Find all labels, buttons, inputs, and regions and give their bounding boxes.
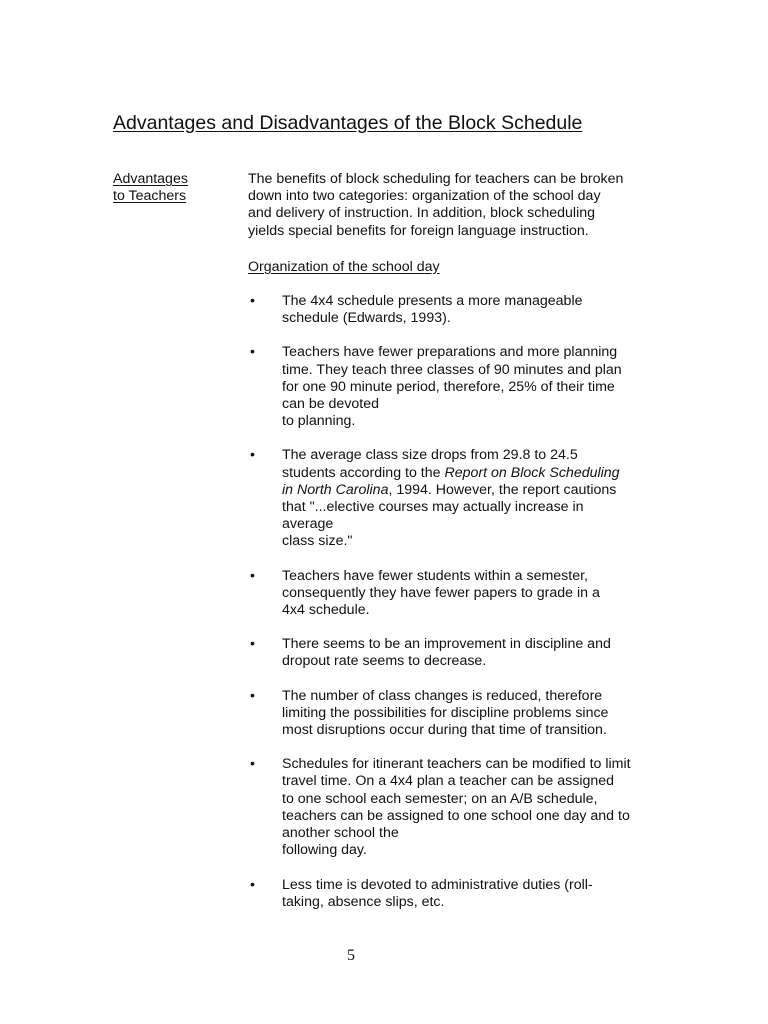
bullet-line: schedule (Edwards, 1993).	[282, 310, 451, 327]
bullet-line: average	[282, 516, 334, 533]
bullet-icon: •	[250, 447, 255, 464]
intro-line: and delivery of instruction. In addition, block scheduling	[248, 205, 596, 222]
bullet-line: most disruptions occur during that time of transition.	[282, 722, 607, 739]
bullet-line: following day.	[282, 842, 367, 859]
intro-paragraph	[248, 171, 668, 240]
bullet-line: class size."	[282, 533, 353, 550]
bullet-icon: •	[250, 344, 255, 361]
page-title: Advantages and Disadvantages of the Block Schedule	[113, 112, 583, 134]
bullet-line: limiting the possibilities for discipline problems since	[282, 704, 609, 721]
bullet-line: for one 90 minute period, therefore, 25% of their time	[282, 378, 615, 395]
bullet-line: dropout rate seems to decrease.	[282, 653, 487, 670]
subheading: Organization of the school day	[248, 258, 440, 275]
bullet-line: Schedules for itinerant teachers can be modified to limit	[282, 756, 631, 773]
page-number: 5	[347, 947, 355, 964]
section-body	[248, 171, 668, 911]
bullet-line: There seems to be an improvement in discipline and	[282, 636, 611, 653]
bullet-line: can be devoted	[282, 396, 380, 413]
bullet-line: taking, absence slips, etc.	[282, 893, 445, 910]
bullet-text: , 1994. However, the report cautions	[388, 481, 617, 498]
bullet-icon: •	[250, 876, 255, 893]
bullet-icon: •	[250, 687, 255, 704]
bullet-line: consequently they have fewer papers to grade in a	[282, 584, 600, 601]
bullet-line: teachers can be assigned to one school one day and to	[282, 807, 630, 824]
bullet-item	[248, 344, 668, 430]
bullet-item	[248, 447, 668, 550]
bullet-line: to planning.	[282, 413, 356, 430]
bullet-line	[282, 465, 668, 482]
intro-line: yields special benefits for foreign language instruction.	[248, 222, 589, 239]
bullet-item	[248, 756, 668, 859]
bullet-line	[282, 482, 668, 499]
bullet-line: Less time is devoted to administrative duties (roll-	[282, 876, 593, 893]
bullet-item	[248, 293, 668, 327]
bullet-line: The 4x4 schedule presents a more manageable	[282, 293, 583, 310]
bullet-item	[248, 636, 668, 670]
intro-line: The benefits of block scheduling for teachers can be broken	[248, 171, 624, 187]
section-heading	[113, 171, 188, 205]
bullet-line: The average class size drops from 29.8 to 24.5	[282, 447, 578, 464]
bullet-item	[248, 568, 668, 620]
bullet-item	[248, 877, 668, 911]
bullet-line: to one school each semester; on an A/B schedule,	[282, 790, 598, 807]
intro-line: down into two categories: organization of the school day	[248, 188, 601, 205]
bullet-line: Teachers have fewer preparations and more planning	[282, 344, 618, 361]
section-heading-line: Advantages	[113, 171, 188, 187]
bullet-icon: •	[250, 636, 255, 653]
bullet-line: 4x4 schedule.	[282, 602, 370, 619]
bullet-line: time. They teach three classes of 90 minutes and plan	[282, 361, 622, 378]
bullet-line: The number of class changes is reduced, therefore	[282, 687, 603, 704]
bullet-item	[248, 688, 668, 740]
bullet-icon: •	[250, 567, 255, 584]
bullet-line: Teachers have fewer students within a semester,	[282, 567, 588, 584]
bullet-icon: •	[250, 293, 255, 310]
report-title-emphasis: in North Carolina	[282, 481, 389, 498]
bullet-icon: •	[250, 756, 255, 773]
report-title-emphasis: Report on Block Scheduling	[444, 464, 620, 481]
bullet-line: travel time. On a 4x4 plan a teacher can be assigned	[282, 773, 615, 790]
bullet-line: that "...elective courses may actually increase in	[282, 499, 584, 516]
bullet-text: students according to the	[282, 464, 445, 481]
bullet-line: another school the	[282, 825, 399, 842]
section-heading-line: to Teachers	[113, 188, 187, 205]
